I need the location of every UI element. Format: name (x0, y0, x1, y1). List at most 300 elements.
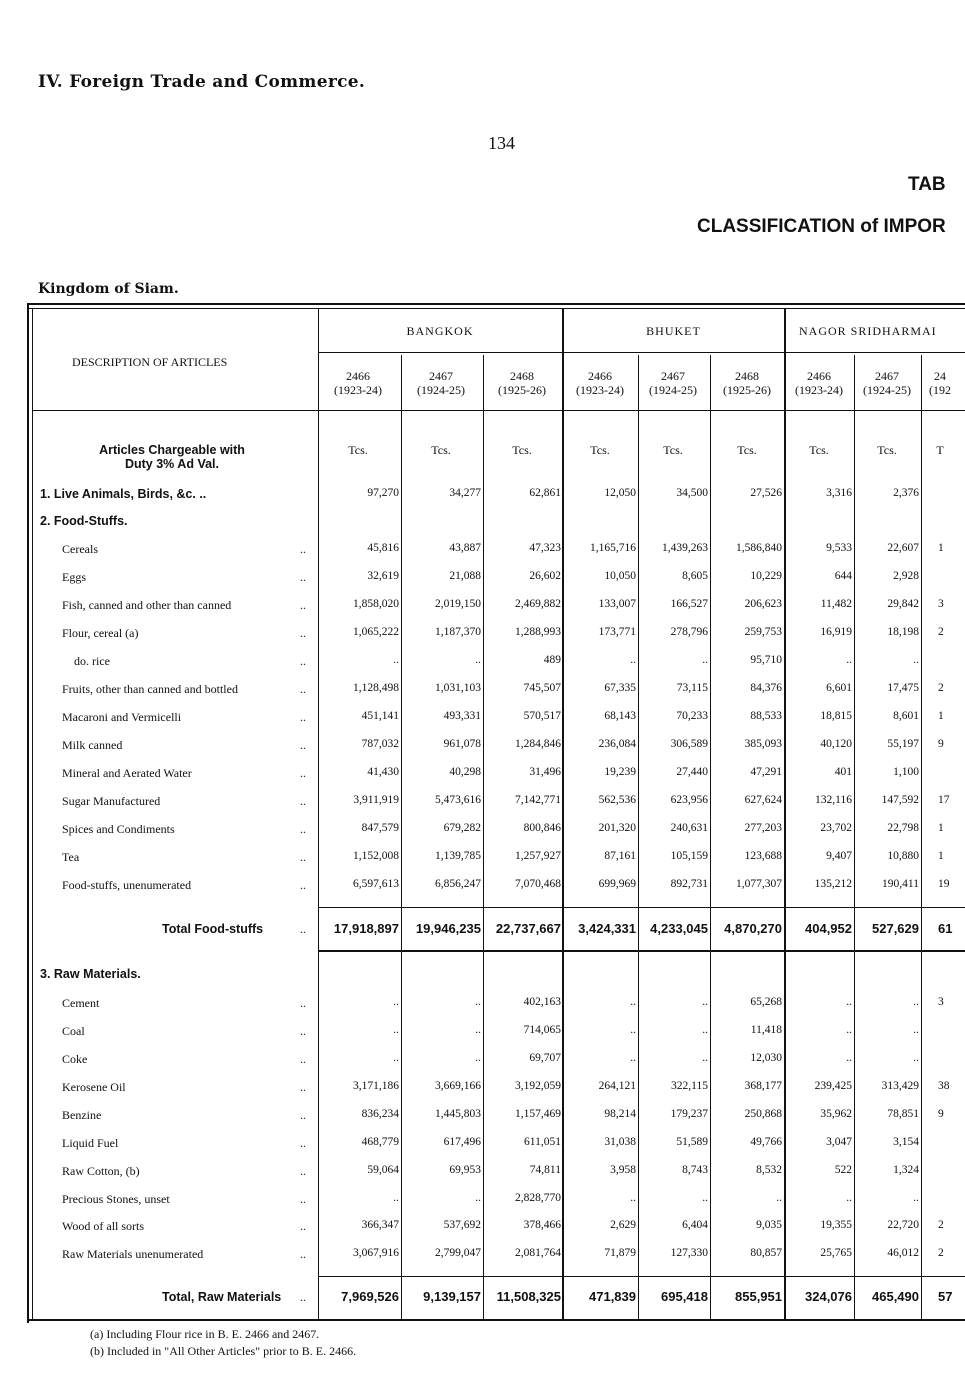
value-cell: 87,161 (604, 850, 636, 862)
value-cell: 46,012 (887, 1247, 919, 1259)
value-cell: 71,879 (604, 1247, 636, 1259)
value-cell: 2,928 (893, 570, 919, 582)
leader-dots: .. (300, 570, 306, 584)
value-cell: 239,425 (814, 1080, 852, 1092)
value-cell: .. (846, 1024, 852, 1036)
year-ce: (1924-25) (649, 383, 697, 397)
leader-dots: .. (300, 1080, 306, 1094)
row-label: Wood of all sorts (62, 1219, 145, 1233)
value-cell: 6,404 (682, 1219, 708, 1231)
value-cell: 324,076 (805, 1289, 852, 1304)
leader-dots: .. (300, 1192, 306, 1206)
value-cell: 35,962 (820, 1108, 852, 1120)
value-cell: 147,592 (881, 794, 919, 806)
value-cell: .. (702, 654, 708, 666)
value-cell: 11,508,325 (496, 1289, 561, 1304)
value-cell: 179,237 (670, 1108, 708, 1120)
year-be: 2468 (510, 369, 534, 383)
value-cell: 1,152,008 (353, 850, 399, 862)
section-row (0, 485, 965, 511)
table-row (0, 540, 965, 566)
value-cell: 16,919 (820, 626, 852, 638)
value-cell: 522 (834, 1164, 852, 1176)
value-cell: 34,500 (676, 487, 708, 499)
value-cell: 1,157,469 (515, 1108, 561, 1120)
value-cell: 41,430 (367, 766, 399, 778)
row-label: Mineral and Aerated Water (62, 766, 192, 780)
value-cell: 2,799,047 (435, 1247, 481, 1259)
row-label: Raw Cotton, (b) (62, 1164, 140, 1178)
value-cell: 322,115 (671, 1080, 708, 1092)
table-bottom-border (27, 1319, 965, 1321)
value-cell: 306,589 (670, 738, 708, 750)
value-cell: 892,731 (670, 878, 708, 890)
value-cell: 10,880 (887, 850, 919, 862)
table-row (0, 876, 965, 902)
value-cell: 2 (938, 1219, 944, 1231)
value-cell: 644 (834, 570, 852, 582)
table-row (0, 1078, 965, 1104)
total-rule-bottom (318, 950, 965, 952)
value-cell: 366,347 (361, 1219, 399, 1231)
value-cell: 23,702 (820, 822, 852, 834)
table-row (0, 596, 965, 622)
group-header-bangkok: BANGKOK (406, 324, 474, 338)
value-cell: 1,284,846 (515, 738, 561, 750)
value-cell: 465,490 (872, 1289, 919, 1304)
value-cell: 627,624 (744, 794, 782, 806)
leader-dots: .. (300, 738, 306, 752)
value-cell: 135,212 (814, 878, 852, 890)
leader-dots: .. (300, 682, 306, 696)
value-cell: 19 (938, 878, 950, 890)
total-rule-top (318, 907, 965, 908)
unit-header: Tcs. (737, 443, 757, 457)
value-cell: 264,121 (598, 1080, 636, 1092)
row-label: Precious Stones, unset (62, 1192, 170, 1206)
value-cell: 11,418 (750, 1024, 782, 1036)
table-row (0, 994, 965, 1020)
description-header: DESCRIPTION OF ARTICLES (72, 355, 228, 369)
value-cell: 2 (938, 626, 944, 638)
table-row (0, 1134, 965, 1160)
table-row (0, 1050, 965, 1076)
year-be: 2467 (875, 369, 899, 383)
leader-dots: .. (300, 1219, 306, 1233)
table-row (0, 792, 965, 818)
year-be: 2467 (661, 369, 685, 383)
value-cell: .. (846, 654, 852, 666)
value-cell: 173,771 (598, 626, 636, 638)
value-cell: .. (393, 1024, 399, 1036)
row-label: Liquid Fuel (62, 1136, 119, 1150)
leader-dots: .. (300, 794, 306, 808)
value-cell: 22,720 (887, 1219, 919, 1231)
leader-dots: .. (300, 1247, 306, 1261)
year-header (564, 369, 636, 397)
value-cell: 368,177 (744, 1080, 782, 1092)
value-cell: 1,288,993 (515, 626, 561, 638)
value-cell: .. (702, 996, 708, 1008)
value-cell: 6,856,247 (435, 878, 481, 890)
table-row (0, 1190, 965, 1216)
value-cell: 34,277 (449, 487, 481, 499)
value-cell: 78,851 (887, 1108, 919, 1120)
value-cell: 3,316 (826, 487, 852, 499)
value-cell: 31,038 (604, 1136, 636, 1148)
unit-header: Tcs. (512, 443, 532, 457)
value-cell: 2,019,150 (435, 598, 481, 610)
footnote-a: (a) Including Flour rice in B. E. 2466 and 2467. (90, 1327, 320, 1341)
value-cell: 404,952 (805, 921, 852, 936)
leader-dots: .. (300, 822, 306, 836)
table-row (0, 820, 965, 846)
value-cell: 70,233 (676, 710, 708, 722)
value-cell: 47,291 (750, 766, 782, 778)
value-cell: 787,032 (361, 738, 399, 750)
value-cell: 1,065,222 (353, 626, 399, 638)
unit-header: Tcs. (663, 443, 683, 457)
year-ce: (1924-25) (417, 383, 465, 397)
header-rule (33, 410, 965, 411)
value-cell: 18,815 (820, 710, 852, 722)
value-cell: 1 (938, 822, 944, 834)
value-cell: 8,605 (682, 570, 708, 582)
value-cell: 45,816 (367, 542, 399, 554)
value-cell: 3,669,166 (435, 1080, 481, 1092)
value-cell: .. (846, 996, 852, 1008)
value-cell: 847,579 (361, 822, 399, 834)
leader-dots: .. (300, 1108, 306, 1122)
value-cell: .. (630, 654, 636, 666)
value-cell: 26,602 (529, 570, 561, 582)
value-cell: 1,165,716 (590, 542, 636, 554)
value-cell: 9,407 (826, 850, 852, 862)
value-cell: 95,710 (750, 654, 782, 666)
value-cell: 836,234 (361, 1108, 399, 1120)
value-cell: 1,031,103 (435, 682, 481, 694)
value-cell: 17,918,897 (333, 921, 399, 936)
year-be: 2466 (346, 369, 370, 383)
value-cell: .. (702, 1052, 708, 1064)
value-cell: 9,533 (826, 542, 852, 554)
leader-dots: .. (300, 710, 306, 724)
value-cell: 3,424,331 (578, 921, 636, 936)
value-cell: 51,589 (676, 1136, 708, 1148)
value-cell: 1,139,785 (435, 850, 481, 862)
year-be: 24 (934, 369, 946, 383)
table-row (0, 708, 965, 734)
value-cell: 22,737,667 (495, 921, 561, 936)
value-cell: 67,335 (604, 682, 636, 694)
value-cell: 1 (938, 850, 944, 862)
table-top-border (27, 303, 965, 305)
group-header-bhuket: BHUKET (646, 324, 701, 338)
value-cell: 9,035 (756, 1219, 782, 1231)
value-cell: 98,214 (604, 1108, 636, 1120)
value-cell: 132,116 (815, 794, 852, 806)
value-cell: 6,601 (826, 682, 852, 694)
value-cell: 74,811 (529, 1164, 561, 1176)
leader-dots: .. (300, 1052, 306, 1066)
leader-dots: .. (300, 878, 306, 892)
value-cell: 745,507 (523, 682, 561, 694)
value-cell: 493,331 (443, 710, 481, 722)
value-cell: 1 (938, 542, 944, 554)
kingdom-label: Kingdom of Siam. (38, 281, 179, 297)
table-title: TAB (908, 174, 946, 195)
value-cell: 62,861 (529, 487, 561, 499)
value-cell: 12,030 (750, 1052, 782, 1064)
year-ce: (1923-24) (795, 383, 843, 397)
value-cell: 40,298 (449, 766, 481, 778)
value-cell: 4,870,270 (724, 921, 782, 936)
unit-header: Tcs. (431, 443, 451, 457)
value-cell: 29,842 (887, 598, 919, 610)
year-header (637, 369, 709, 397)
leader-dots: .. (300, 850, 306, 864)
section-heading: IV. Foreign Trade and Commerce. (38, 72, 366, 92)
page-number: 134 (488, 133, 515, 153)
section-row (0, 965, 965, 991)
value-cell: 3,192,059 (515, 1080, 561, 1092)
value-cell: 3 (938, 598, 944, 610)
table-row (0, 1106, 965, 1132)
unit-header: Tcs. (877, 443, 897, 457)
value-cell: 679,282 (443, 822, 481, 834)
year-ce: (1925-26) (723, 383, 771, 397)
leader-dots: .. (300, 654, 306, 668)
value-cell: 3,154 (893, 1136, 919, 1148)
value-cell: 9 (938, 738, 944, 750)
value-cell: 4,233,045 (650, 921, 708, 936)
table-row (0, 568, 965, 594)
leader-dots: .. (300, 922, 306, 936)
value-cell: 537,692 (443, 1219, 481, 1231)
row-label: 2. Food-Stuffs. (40, 514, 128, 528)
chargeable-heading-2: Duty 3% Ad Val. (124, 457, 219, 471)
row-label: Fish, canned and other than canned (62, 598, 232, 612)
value-cell: 201,320 (598, 822, 636, 834)
value-cell: .. (393, 1192, 399, 1204)
value-cell: 17 (938, 794, 950, 806)
value-cell: 1,187,370 (435, 626, 481, 638)
value-cell: 250,868 (744, 1108, 782, 1120)
value-cell: 570,517 (523, 710, 561, 722)
row-label: Coke (62, 1052, 88, 1066)
table-row (0, 652, 965, 678)
value-cell: 133,007 (598, 598, 636, 610)
year-be: 2466 (588, 369, 612, 383)
value-cell: .. (630, 1192, 636, 1204)
value-cell: .. (776, 1192, 782, 1204)
value-cell: 43,887 (449, 542, 481, 554)
group-header-rule (318, 352, 965, 353)
value-cell: .. (393, 996, 399, 1008)
row-label: Raw Materials unenumerated (62, 1247, 204, 1261)
value-cell: 313,429 (881, 1080, 919, 1092)
value-cell: .. (846, 1192, 852, 1204)
leader-dots: .. (300, 1164, 306, 1178)
year-header (783, 369, 855, 397)
value-cell: 8,601 (893, 710, 919, 722)
value-cell: 562,536 (598, 794, 636, 806)
value-cell: 55,197 (887, 738, 919, 750)
table-subtitle: CLASSIFICATION of IMPOR (697, 216, 946, 237)
value-cell: 401 (834, 766, 852, 778)
value-cell: .. (702, 1192, 708, 1204)
value-cell: .. (475, 1024, 481, 1036)
value-cell: .. (913, 996, 919, 1008)
value-cell: 97,270 (367, 487, 399, 499)
value-cell: 617,496 (443, 1136, 481, 1148)
value-cell: 1,077,307 (736, 878, 782, 890)
leader-dots: .. (300, 1136, 306, 1150)
value-cell: 123,688 (744, 850, 782, 862)
value-cell: .. (475, 1052, 481, 1064)
leader-dots: .. (300, 598, 306, 612)
value-cell: .. (702, 1024, 708, 1036)
leader-dots: .. (300, 766, 306, 780)
table-row (0, 764, 965, 790)
value-cell: 1,257,927 (515, 850, 561, 862)
section-row (0, 512, 965, 538)
value-cell: 468,779 (361, 1136, 399, 1148)
value-cell: 5,473,616 (435, 794, 481, 806)
leader-dots: .. (300, 542, 306, 556)
value-cell: 1,439,263 (662, 542, 708, 554)
value-cell: 1,324 (893, 1164, 919, 1176)
value-cell: 3,067,916 (353, 1247, 399, 1259)
row-label: 3. Raw Materials. (40, 967, 141, 981)
value-cell: .. (913, 1052, 919, 1064)
value-cell: 236,084 (598, 738, 636, 750)
value-cell: 19,355 (820, 1219, 852, 1231)
group-header-nagor: NAGOR SRIDHARMAI (799, 324, 937, 338)
value-cell: 88,533 (750, 710, 782, 722)
value-cell: 278,796 (670, 626, 708, 638)
value-cell: 31,496 (529, 766, 561, 778)
table-row (0, 736, 965, 762)
table-row (0, 1022, 965, 1048)
value-cell: 10,050 (604, 570, 636, 582)
year-header (486, 369, 558, 397)
row-label: Macaroni and Vermicelli (62, 710, 182, 724)
unit-header: Tcs. (590, 443, 610, 457)
value-cell: .. (475, 1192, 481, 1204)
year-ce: (1923-24) (334, 383, 382, 397)
table-row (0, 1162, 965, 1188)
value-cell: 1,128,498 (353, 682, 399, 694)
value-cell: 32,619 (367, 570, 399, 582)
total-row (0, 1288, 965, 1314)
value-cell: 1,586,840 (736, 542, 782, 554)
value-cell: .. (846, 1052, 852, 1064)
table-row (0, 624, 965, 650)
row-label: Flour, cereal (a) (62, 626, 139, 640)
value-cell: 9 (938, 1108, 944, 1120)
value-cell: 61 (938, 921, 953, 936)
year-ce: (192 (929, 383, 951, 397)
value-cell: 699,969 (598, 878, 636, 890)
value-cell: 80,857 (750, 1247, 782, 1259)
value-cell: 1 (938, 710, 944, 722)
value-cell: 714,065 (523, 1024, 561, 1036)
value-cell: 47,323 (529, 542, 561, 554)
table-row (0, 1217, 965, 1243)
value-cell: 3,958 (610, 1164, 636, 1176)
value-cell: 3,047 (826, 1136, 852, 1148)
table-row (0, 1245, 965, 1271)
value-cell: 855,951 (735, 1289, 782, 1304)
value-cell: 18,198 (887, 626, 919, 638)
value-cell: 22,798 (887, 822, 919, 834)
value-cell: .. (393, 1052, 399, 1064)
value-cell: 489 (543, 654, 561, 666)
value-cell: 73,115 (676, 682, 708, 694)
year-header (904, 369, 965, 397)
value-cell: .. (630, 1024, 636, 1036)
value-cell: 800,846 (523, 822, 561, 834)
row-label: Kerosene Oil (62, 1080, 126, 1094)
year-header (711, 369, 783, 397)
row-label: Food-stuffs, unenumerated (62, 878, 192, 892)
value-cell: 527,629 (872, 921, 919, 936)
value-cell: 69,707 (529, 1052, 561, 1064)
value-cell: 3,911,919 (353, 794, 399, 806)
value-cell: 2,376 (893, 487, 919, 499)
value-cell: 1,445,803 (435, 1108, 481, 1120)
value-cell: 25,765 (820, 1247, 852, 1259)
value-cell: 84,376 (750, 682, 782, 694)
value-cell: 6,597,613 (353, 878, 399, 890)
row-label: Cereals (62, 542, 98, 556)
value-cell: 17,475 (887, 682, 919, 694)
value-cell: .. (475, 996, 481, 1008)
value-cell: 38 (938, 1080, 950, 1092)
value-cell: 2,081,764 (515, 1247, 561, 1259)
value-cell: 59,064 (367, 1164, 399, 1176)
row-label: Tea (62, 850, 80, 864)
footnote-b: (b) Included in "All Other Articles" prior to B. E. 2466. (90, 1344, 357, 1358)
value-cell: 8,532 (756, 1164, 782, 1176)
value-cell: 385,093 (744, 738, 782, 750)
value-cell: 2 (938, 682, 944, 694)
value-cell: 378,466 (523, 1219, 561, 1231)
total-row (0, 920, 965, 946)
year-be: 2467 (429, 369, 453, 383)
value-cell: .. (913, 1192, 919, 1204)
value-cell: 166,527 (670, 598, 708, 610)
row-label: Spices and Condiments (62, 822, 175, 836)
value-cell: 19,946,235 (415, 921, 481, 936)
value-cell: 2,629 (610, 1219, 636, 1231)
year-ce: (1924-25) (863, 383, 911, 397)
value-cell: 961,078 (443, 738, 481, 750)
year-be: 2466 (807, 369, 831, 383)
value-cell: 65,268 (750, 996, 782, 1008)
row-label: Total, Raw Materials (162, 1290, 282, 1304)
row-label: Benzine (62, 1108, 102, 1122)
year-header (405, 369, 477, 397)
value-cell: 1,100 (893, 766, 919, 778)
value-cell: 7,070,468 (515, 878, 561, 890)
leader-dots: .. (300, 626, 306, 640)
value-cell: 206,623 (744, 598, 782, 610)
value-cell: 7,142,771 (515, 794, 561, 806)
row-label: Cement (62, 996, 100, 1010)
value-cell: 695,418 (661, 1289, 708, 1304)
